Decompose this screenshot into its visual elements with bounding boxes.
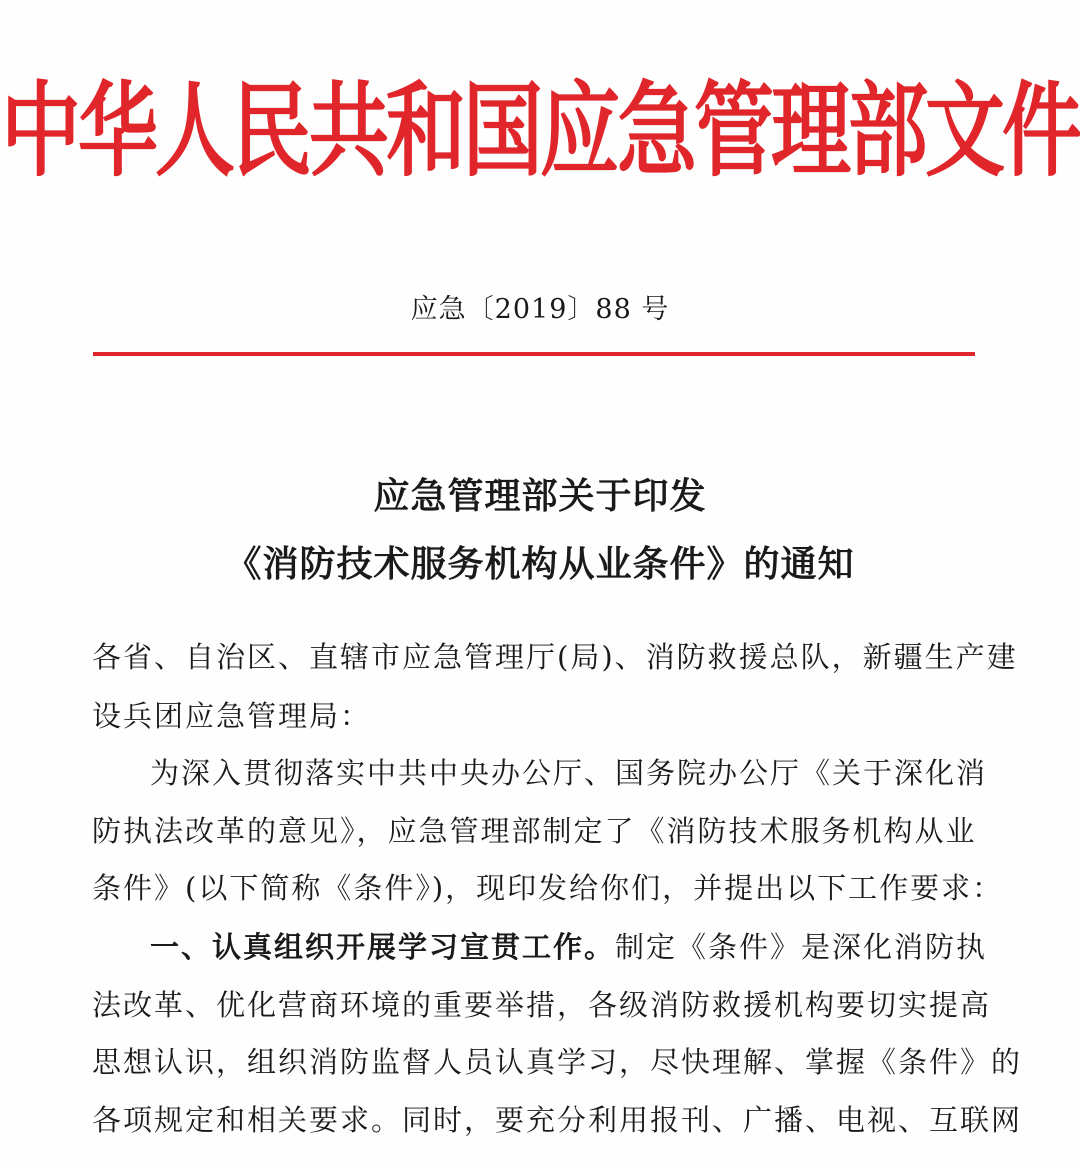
section-1-line-1 [150, 927, 988, 967]
paragraph-1-line-3: 条件》(以下简称《条件》)，现印发给你们，并提出以下工作要求： [92, 871, 1004, 905]
notice-title-line-2: 《消防技术服务机构从业条件》的通知 [225, 544, 855, 585]
section-1-line-1-text: 制定《条件》是深化消防执 [615, 930, 988, 964]
notice-title-line-1: 应急管理部关于印发 [373, 476, 707, 517]
section-1-heading: 一、认真组织开展学习宣贯工作。 [150, 930, 616, 964]
paragraph-1-line-2: 防执法改革的意见》，应急管理部制定了《消防技术服务机构从业 [92, 814, 977, 848]
red-divider-line [93, 352, 975, 356]
document-number: 应急〔2019〕88 号 [410, 294, 670, 325]
addressee-line-2: 设兵团应急管理局： [92, 699, 372, 733]
addressee-line-1: 各省、自治区、直辖市应急管理厅(局)、消防救援总队，新疆生产建 [92, 640, 1018, 674]
document-header-title: 中华人民共和国应急管理部文件 [1, 71, 1079, 191]
section-1-line-2: 法改革、优化营商环境的重要举措，各级消防救援机构要切实提高 [92, 988, 992, 1022]
section-1-line-3: 思想认识，组织消防监督人员认真学习，尽快理解、掌握《条件》的 [92, 1045, 1023, 1079]
section-1-line-4: 各项规定和相关要求。同时，要充分利用报刊、广播、电视、互联网 [92, 1103, 1023, 1137]
paragraph-1-line-1: 为深入贯彻落实中共中央办公厅、国务院办公厅《关于深化消 [150, 756, 988, 790]
